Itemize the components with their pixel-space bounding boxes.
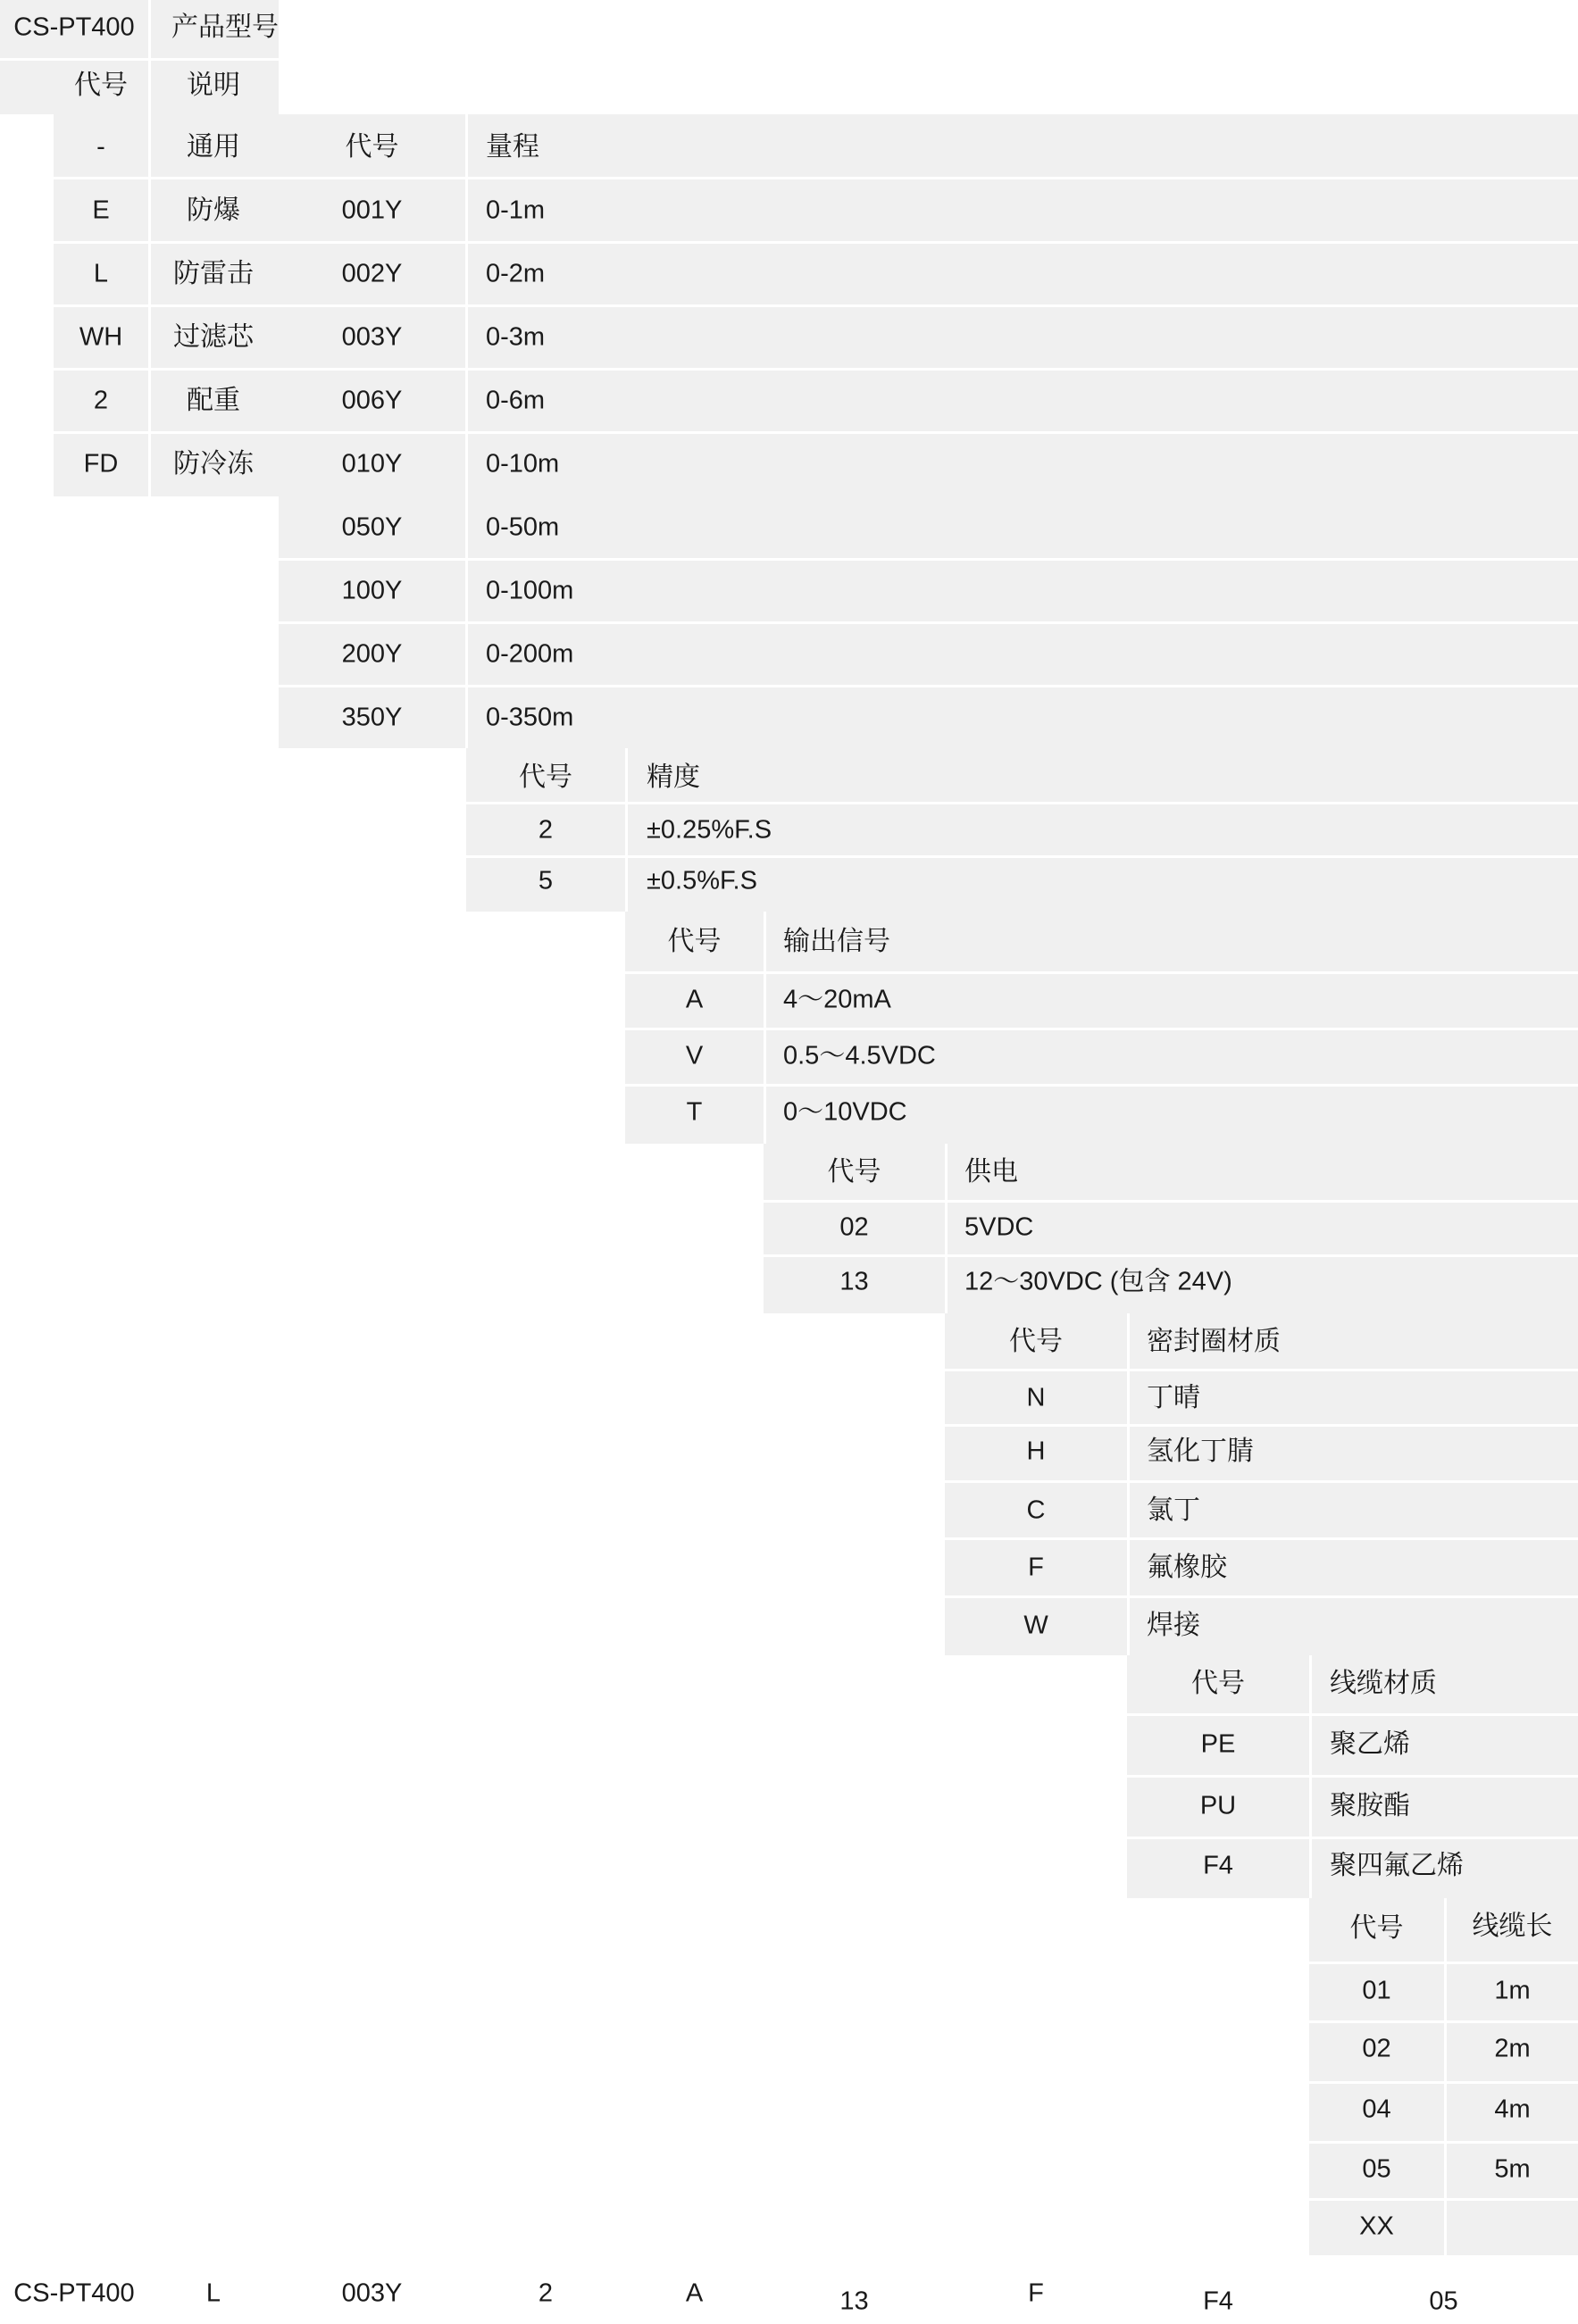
seal-code: H [1026, 1437, 1046, 1466]
type-desc-header: 说明 [187, 70, 240, 101]
cable-length-value: 1m [1494, 1976, 1531, 2005]
example-range: 003Y [341, 2278, 403, 2308]
accuracy-code: 2 [538, 815, 554, 845]
example-output: A [685, 2278, 704, 2308]
type-label: 配重 [187, 385, 240, 416]
cable-material-value: 聚乙烯 [1330, 1728, 1410, 1760]
row-divider [1309, 1962, 1578, 1964]
type-code: - [96, 132, 105, 162]
row-divider [466, 855, 1578, 858]
cable-length-code-header: 代号 [1349, 1912, 1404, 1944]
divider [1444, 1898, 1447, 2255]
row-divider [1127, 1713, 1578, 1716]
type-code: FD [83, 449, 119, 479]
row-divider [945, 1595, 1578, 1598]
cable-length-code: 02 [1362, 2034, 1391, 2063]
type-code: WH [79, 322, 123, 352]
row-divider [764, 1254, 1578, 1257]
accuracy-value: ±0.25%F.S [647, 815, 772, 845]
cable-length-code: XX [1359, 2212, 1394, 2241]
range-code: 002Y [341, 259, 403, 288]
range-value: 0-10m [486, 449, 560, 479]
seal-code: F [1028, 1553, 1044, 1582]
row-divider [54, 177, 1578, 179]
row-divider [1127, 1775, 1578, 1778]
row-divider [54, 431, 1578, 434]
cable-length-value: 5m [1494, 2154, 1531, 2184]
type-label: 通用 [187, 131, 240, 162]
range-code: 200Y [341, 639, 403, 669]
cable-length-code: 05 [1362, 2154, 1391, 2184]
accuracy-code-header: 代号 [519, 762, 572, 793]
seal-code-header: 代号 [1009, 1326, 1063, 1357]
output-title: 输出信号 [783, 926, 890, 957]
accuracy-block [466, 748, 1578, 912]
type-code: L [93, 259, 109, 288]
type-label: 防爆 [187, 195, 240, 226]
output-code: V [685, 1041, 704, 1070]
seal-code: N [1026, 1383, 1046, 1412]
cable-material-code: PE [1200, 1729, 1236, 1759]
row-divider [466, 802, 1578, 804]
type-label: 过滤芯 [173, 321, 254, 353]
accuracy-title: 精度 [647, 762, 700, 793]
row-divider [1309, 2198, 1578, 2201]
output-value: 0.5～4.5VDC [783, 1041, 936, 1070]
range-value: 0-200m [486, 639, 574, 669]
cable-length-value: 4m [1494, 2095, 1531, 2124]
power-code-header: 代号 [827, 1156, 881, 1187]
power-code: 13 [839, 1267, 869, 1296]
seal-value: 丁晴 [1147, 1382, 1200, 1413]
model-label: 产品型号 [171, 12, 279, 43]
range-code: 010Y [341, 449, 403, 479]
range-value: 0-100m [486, 576, 574, 605]
cable-material-value: 聚胺酯 [1330, 1790, 1410, 1821]
type-code-header: 代号 [74, 70, 128, 101]
row-divider [54, 304, 1578, 307]
row-divider [0, 58, 1578, 61]
power-title: 供电 [964, 1156, 1018, 1187]
power-code: 02 [839, 1212, 869, 1242]
output-code-header: 代号 [667, 926, 722, 957]
output-code: T [686, 1097, 703, 1127]
cable-length-code: 01 [1362, 1976, 1391, 2005]
power-value: 5VDC [964, 1212, 1034, 1242]
seal-value: 氟橡胶 [1147, 1552, 1227, 1583]
seal-title: 密封圈材质 [1147, 1326, 1281, 1357]
accuracy-value: ±0.5%F.S [647, 866, 757, 895]
cable-material-value: 聚四氟乙烯 [1330, 1850, 1464, 1881]
output-value: 0～10VDC [783, 1097, 907, 1127]
cable-length-value: 2m [1494, 2034, 1531, 2063]
divider [625, 748, 628, 912]
seal-value: 氢化丁腈 [1147, 1436, 1254, 1467]
range-value: 0-1m [486, 196, 546, 225]
cable-material-code-header: 代号 [1191, 1668, 1245, 1699]
example-power: 13 [839, 2287, 869, 2316]
row-divider [1309, 2141, 1578, 2144]
example-cable-material: F4 [1203, 2287, 1233, 2316]
example-cable-length: 05 [1429, 2287, 1458, 2316]
row-divider [54, 241, 1578, 244]
row-divider [279, 685, 1578, 687]
range-code: 050Y [341, 512, 403, 542]
cable-length-title: 线缆长 [1472, 1911, 1553, 1942]
seal-value: 氯丁 [1147, 1495, 1200, 1526]
output-code: A [685, 985, 704, 1014]
seal-block [945, 1313, 1578, 1655]
cable-material-title: 线缆材质 [1330, 1668, 1437, 1699]
seal-code: C [1026, 1495, 1046, 1525]
model-code: CS-PT400 [13, 12, 135, 42]
range-value: 0-3m [486, 322, 546, 352]
row-divider [764, 1200, 1578, 1203]
row-divider [945, 1537, 1578, 1540]
row-divider [1309, 2081, 1578, 2084]
range-value: 0-2m [486, 259, 546, 288]
range-title: 量程 [486, 131, 539, 162]
type-label: 防雷击 [173, 258, 254, 289]
row-divider [625, 971, 1578, 974]
example-seal: F [1028, 2278, 1044, 2308]
range-code: 100Y [341, 576, 403, 605]
row-divider [945, 1424, 1578, 1427]
divider [945, 1144, 948, 1313]
seal-value: 焊接 [1147, 1610, 1200, 1641]
range-value: 0-350m [486, 703, 574, 732]
cable-material-code: F4 [1203, 1851, 1233, 1880]
range-code: 003Y [341, 322, 403, 352]
accuracy-code: 5 [538, 866, 554, 895]
type-code: E [92, 196, 110, 225]
row-divider [625, 1028, 1578, 1030]
cable-material-code: PU [1199, 1791, 1237, 1820]
type-code: 2 [93, 386, 109, 415]
range-code: 006Y [341, 386, 403, 415]
seal-code: W [1023, 1611, 1048, 1640]
power-value: 12～30VDC (包含 24V) [964, 1267, 1232, 1296]
range-value: 0-50m [486, 512, 560, 542]
range-code: 001Y [341, 196, 403, 225]
row-divider [625, 1084, 1578, 1087]
example-model: CS-PT400 [13, 2278, 135, 2308]
row-divider [945, 1369, 1578, 1371]
row-divider [945, 1480, 1578, 1483]
example-accuracy: 2 [538, 2278, 554, 2308]
row-divider [1127, 1837, 1578, 1839]
output-value: 4～20mA [783, 985, 891, 1014]
divider [1127, 1313, 1130, 1655]
type-label: 防冷冻 [173, 448, 254, 479]
range-code-header: 代号 [345, 131, 399, 162]
row-divider [279, 621, 1578, 624]
cable-length-code: 04 [1362, 2095, 1391, 2124]
range-code: 350Y [341, 703, 403, 732]
example-type: L [205, 2278, 221, 2308]
row-divider [54, 368, 1578, 371]
row-divider [1309, 2020, 1578, 2023]
range-value: 0-6m [486, 386, 546, 415]
row-divider [279, 558, 1578, 561]
